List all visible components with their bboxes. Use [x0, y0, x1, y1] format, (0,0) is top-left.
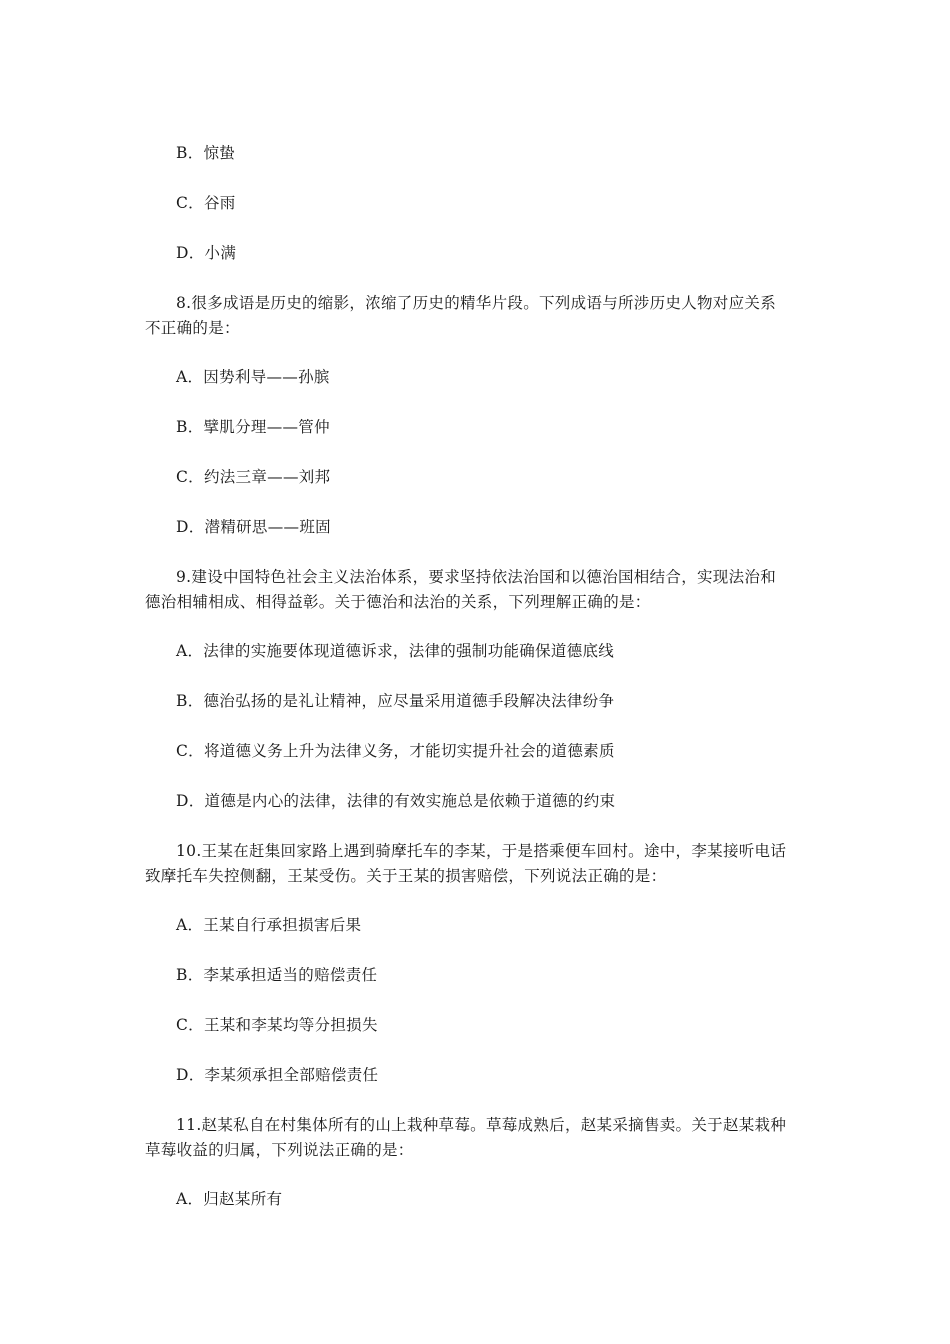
q10-option-c: C．王某和李某均等分担损失 — [176, 1016, 378, 1034]
q10-option-b: B．李某承担适当的赔偿责任 — [176, 966, 378, 984]
q11-stem-line-2: 草莓收益的归属，下列说法正确的是： — [145, 1141, 414, 1159]
q8-stem-line-2: 不正确的是： — [145, 319, 240, 337]
q8-option-b: B．擘肌分理——管仲 — [176, 418, 330, 436]
q11-option-a: A．归赵某所有 — [176, 1190, 283, 1208]
q7-option-d: D．小满 — [176, 244, 237, 262]
q9-stem-line-2: 德治相辅相成、相得益彰。关于德治和法治的关系，下列理解正确的是： — [145, 593, 651, 611]
q10-stem-line-2: 致摩托车失控侧翻，王某受伤。关于王某的损害赔偿，下列说法正确的是： — [145, 867, 667, 885]
q7-option-b: B．惊蛰 — [176, 144, 236, 162]
q9-option-b: B．德治弘扬的是礼让精神，应尽量采用道德手段解决法律纷争 — [176, 692, 615, 710]
q9-option-c: C．将道德义务上升为法律义务，才能切实提升社会的道德素质 — [176, 742, 615, 760]
q9-option-a: A．法律的实施要体现道德诉求，法律的强制功能确保道德底线 — [176, 642, 615, 660]
q8-stem-line-1: 8.很多成语是历史的缩影，浓缩了历史的精华片段。下列成语与所涉历史人物对应关系 — [176, 294, 776, 312]
q10-option-a: A．王某自行承担损害后果 — [176, 916, 362, 934]
q8-option-d: D．潜精研思——班固 — [176, 518, 331, 536]
q11-stem-line-1: 11.赵某私自在村集体所有的山上栽种草莓。草莓成熟后，赵某采摘售卖。关于赵某栽种 — [176, 1116, 787, 1134]
q10-option-d: D．李某须承担全部赔偿责任 — [176, 1066, 379, 1084]
q10-stem-line-1: 10.王某在赶集回家路上遇到骑摩托车的李某，于是搭乘便车回村。途中，李某接听电话 — [176, 842, 787, 860]
q9-stem-line-1: 9.建设中国特色社会主义法治体系，要求坚持依法治国和以德治国相结合，实现法治和 — [176, 568, 776, 586]
q8-option-a: A．因势利导——孙膑 — [176, 368, 330, 386]
q9-option-d: D．道德是内心的法律，法律的有效实施总是依赖于道德的约束 — [176, 792, 616, 810]
q8-option-c: C．约法三章——刘邦 — [176, 468, 331, 486]
q7-option-c: C．谷雨 — [176, 194, 236, 212]
